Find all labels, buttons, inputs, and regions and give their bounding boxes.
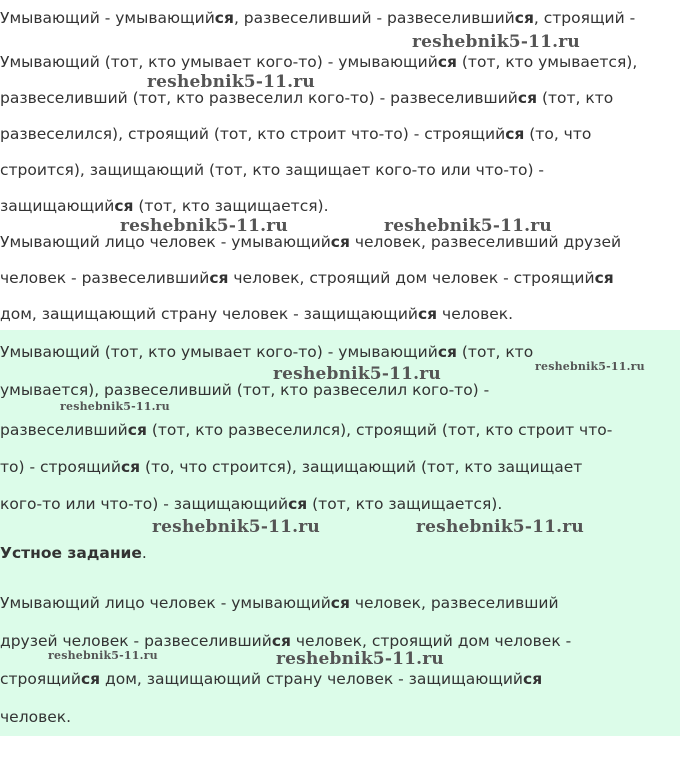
bold-suffix: ся (209, 269, 229, 287)
bold-suffix: ся (594, 269, 614, 287)
bold-suffix: ся (417, 305, 438, 323)
text-segment: Умывающий (тот, кто умывает кого-то) - умывающий (0, 53, 438, 71)
answer-line (0, 342, 680, 362)
bold-suffix: ся (437, 343, 457, 361)
text-segment: человек. (0, 708, 72, 726)
text-line (0, 124, 680, 144)
text-segment: человек, строящий дом человек - (290, 632, 572, 650)
text-segment: развеселился), строящий (тот, кто строит что-то) - строящий (0, 125, 506, 143)
text-line (0, 196, 680, 216)
oral-line (0, 631, 680, 651)
text-segment: развеселивший (тот, кто развеселил кого-то) - развеселивший (0, 89, 518, 107)
oral-line (0, 669, 680, 689)
watermark: reshebnik5-11.ru (147, 72, 315, 92)
text-segment: строящий (0, 670, 81, 688)
text-segment: , строящий - (533, 9, 636, 27)
bold-suffix: ся (437, 53, 457, 71)
text-line (0, 232, 680, 252)
answer-line (0, 420, 680, 440)
text-segment: строится), защищающий (тот, кто защищает кого-то или что-то) - (0, 161, 545, 179)
text-segment: развеселивший (0, 421, 128, 439)
watermark: reshebnik5-11.ru (273, 364, 441, 384)
oral-heading (0, 543, 680, 563)
bold-suffix: ся (271, 632, 291, 650)
text-segment: (тот, кто защищается). (307, 495, 503, 513)
text-segment: то) - строящий (0, 458, 121, 476)
text-segment: дом, защищающий страну человек - защищающий (0, 305, 418, 323)
bold-suffix: ся (127, 421, 147, 439)
watermark: reshebnik5-11.ru (416, 517, 584, 537)
bold-suffix: ся (114, 197, 134, 215)
oral-heading-suffix: . (141, 544, 147, 562)
text-segment: (тот, кто умывается), (456, 53, 638, 71)
oral-line (0, 593, 680, 613)
oral-heading-text: Устное задание (0, 544, 142, 562)
watermark: reshebnik5-11.ru (120, 216, 288, 236)
bold-suffix: ся (80, 670, 101, 688)
text-segment: (тот, кто защищается). (133, 197, 329, 215)
text-segment: кого-то или что-то) - защищающий (0, 495, 289, 513)
text-segment: человек - развеселивший (0, 269, 210, 287)
watermark: reshebnik5-11.ru (412, 32, 580, 52)
text-line (0, 304, 680, 324)
watermark: reshebnik5-11.ru (384, 216, 552, 236)
text-segment: человек, развеселивший друзей (349, 233, 622, 251)
text-segment: дом, защищающий страну человек - защищающий (100, 670, 523, 688)
text-segment: друзей человек - развеселивший (0, 632, 272, 650)
watermark: reshebnik5-11.ru (276, 649, 444, 669)
text-line (0, 8, 680, 28)
text-segment: защищающий (0, 197, 115, 215)
text-segment: (то, что (524, 125, 592, 143)
watermark: reshebnik5-11.ru (152, 517, 320, 537)
bold-suffix: ся (517, 89, 538, 107)
bold-suffix: ся (330, 233, 350, 251)
answer-line (0, 457, 680, 477)
text-segment: (тот, кто (537, 89, 614, 107)
text-segment: человек. (437, 305, 514, 323)
text-segment: , развеселивший - развеселивший (233, 9, 515, 27)
text-segment: человек, строящий дом человек - строящий (228, 269, 595, 287)
bold-suffix: ся (120, 458, 141, 476)
bold-suffix: ся (505, 125, 525, 143)
bold-suffix: ся (288, 495, 308, 513)
text-line (0, 88, 680, 108)
text-segment: (тот, кто развеселился), строящий (тот, кто строит что- (146, 421, 613, 439)
bold-suffix: ся (514, 9, 534, 27)
bold-suffix: ся (523, 670, 543, 688)
text-segment: Умывающий лицо человек - умывающий (0, 594, 331, 612)
text-segment: Умывающий (тот, кто умывает кого-то) - умывающий (0, 343, 438, 361)
text-line (0, 52, 680, 72)
text-segment: человек, развеселивший (349, 594, 559, 612)
text-line (0, 160, 680, 180)
oral-line (0, 707, 680, 727)
bold-suffix: ся (330, 594, 350, 612)
text-line (0, 268, 680, 288)
text-segment: (тот, кто (456, 343, 534, 361)
answer-line (0, 494, 680, 514)
text-segment: Умывающий лицо человек - умывающий (0, 233, 331, 251)
text-segment: (то, что строится), защищающий (тот, кто защищает (140, 458, 583, 476)
watermark: reshebnik5-11.ru (535, 360, 645, 373)
watermark: reshebnik5-11.ru (48, 649, 158, 662)
bold-suffix: ся (214, 9, 234, 27)
watermark: reshebnik5-11.ru (60, 400, 170, 413)
text-segment: Умывающий - умывающий (0, 9, 215, 27)
text-segment: умывается), развеселивший (тот, кто развеселил кого-то) - (0, 381, 490, 399)
